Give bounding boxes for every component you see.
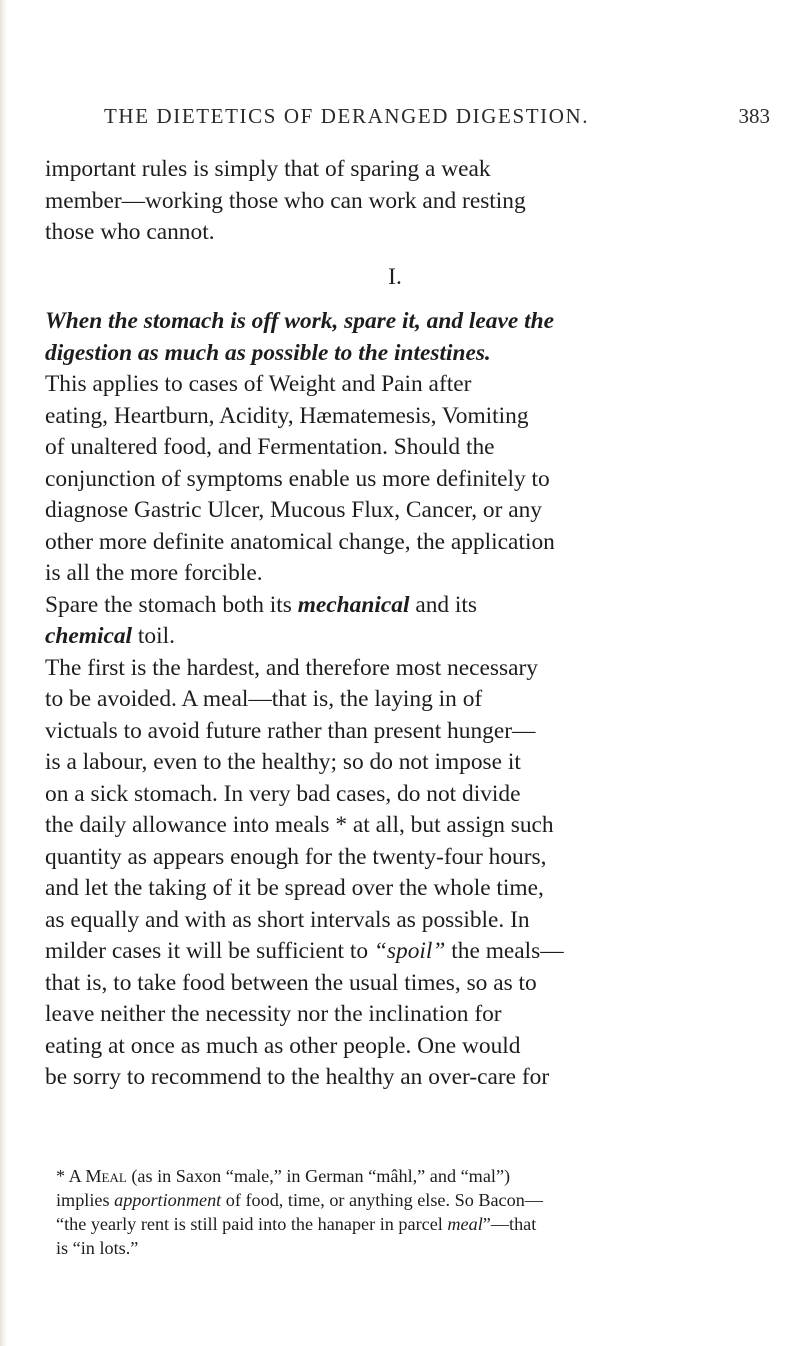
- text-line: leave neither the necessity nor the inclination for: [45, 1001, 502, 1027]
- footnote-line: [56, 1212, 746, 1236]
- text-line: eating at once as much as other people. One would: [45, 1032, 521, 1059]
- text-line: quantity as appears enough for the twenty-four hours,: [45, 843, 547, 870]
- text-line: those who cannot.: [45, 219, 215, 245]
- text-line: [45, 621, 745, 653]
- running-head: THE DIETETICS OF DERANGED DIGESTION.: [104, 104, 590, 128]
- text-line: on a sick stomach. In very bad cases, do not divide: [45, 780, 521, 807]
- text-line: is all the more forcible.: [45, 560, 263, 586]
- text-span: Spare the stomach both its: [45, 591, 298, 618]
- text-line: victuals to avoid future rather than present hunger—: [45, 717, 536, 744]
- text-line: [45, 936, 745, 968]
- text-span: of food, time, or anything else. So Bacon—: [221, 1190, 543, 1210]
- footnote-line: [56, 1188, 746, 1212]
- text-line: is a labour, even to the healthy; so do not impose it: [45, 749, 521, 775]
- text-span: milder cases it will be sufficient to: [45, 938, 374, 964]
- emphasis-meal: meal: [447, 1214, 483, 1234]
- text-line: member—working those who can work and resting: [45, 187, 526, 214]
- footnote: [56, 1164, 746, 1260]
- text-span: (as in Saxon “male,” in German “mâhl,” and “mal”): [126, 1166, 511, 1186]
- text-line: [45, 590, 745, 622]
- text-span: implies: [56, 1190, 115, 1210]
- text-line: to be avoided. A meal—that is, the laying in of: [45, 686, 483, 712]
- emphasis-apportionment: apportionment: [114, 1190, 222, 1210]
- section-number: I.: [388, 263, 402, 290]
- text-line: the daily allowance into meals * at all, but assign such: [45, 812, 554, 838]
- text-line: diagnose Gastric Ulcer, Mucous Flux, Cancer, or any: [45, 497, 542, 523]
- text-span: and its: [409, 591, 478, 618]
- footnote-term: Meal: [85, 1166, 127, 1186]
- text-span: toil.: [132, 623, 175, 649]
- section-heading: When the stomach is off work, spare it, and leave the: [45, 308, 554, 334]
- emphasis-mechanical: mechanical: [297, 591, 410, 618]
- emphasis-chemical: chemical: [45, 623, 133, 649]
- text-line: and let the taking of it be spread over the whole time,: [45, 875, 544, 901]
- text-line: as equally and with as short intervals as possible. In: [45, 906, 530, 933]
- text-line: of unaltered food, and Fermentation. Should the: [45, 434, 495, 460]
- emphasis-spoil: “spoil”: [373, 938, 446, 964]
- text-line: other more definite anatomical change, the application: [45, 528, 555, 555]
- text-line: This applies to cases of Weight and Pain after: [45, 371, 472, 397]
- text-line: important rules is simply that of sparing a weak: [45, 156, 491, 182]
- text-line: conjunction of symptoms enable us more definitely to: [45, 465, 550, 492]
- section-heading: digestion as much as possible to the intestines.: [45, 339, 491, 366]
- footnote-line: is “in lots.”: [56, 1238, 139, 1258]
- text-span: “the yearly rent is still paid into the hanaper in parcel: [56, 1214, 448, 1234]
- text-span: * A: [56, 1166, 86, 1186]
- text-line: The first is the hardest, and therefore most necessary: [45, 654, 538, 681]
- footnote-line: [56, 1164, 746, 1188]
- page-binding-edge: [0, 0, 7, 1346]
- text-span: ”—that: [482, 1214, 537, 1234]
- text-span: the meals—: [445, 938, 564, 964]
- text-line: that is, to take food between the usual times, so as to: [45, 969, 537, 996]
- text-line: be sorry to recommend to the healthy an over-care for: [45, 1064, 550, 1090]
- page-header: [0, 104, 770, 134]
- text-line: eating, Heartburn, Acidity, Hæmatemesis, Vomiting: [45, 402, 529, 429]
- page-number: 383: [738, 104, 770, 128]
- body-text: [45, 154, 745, 1094]
